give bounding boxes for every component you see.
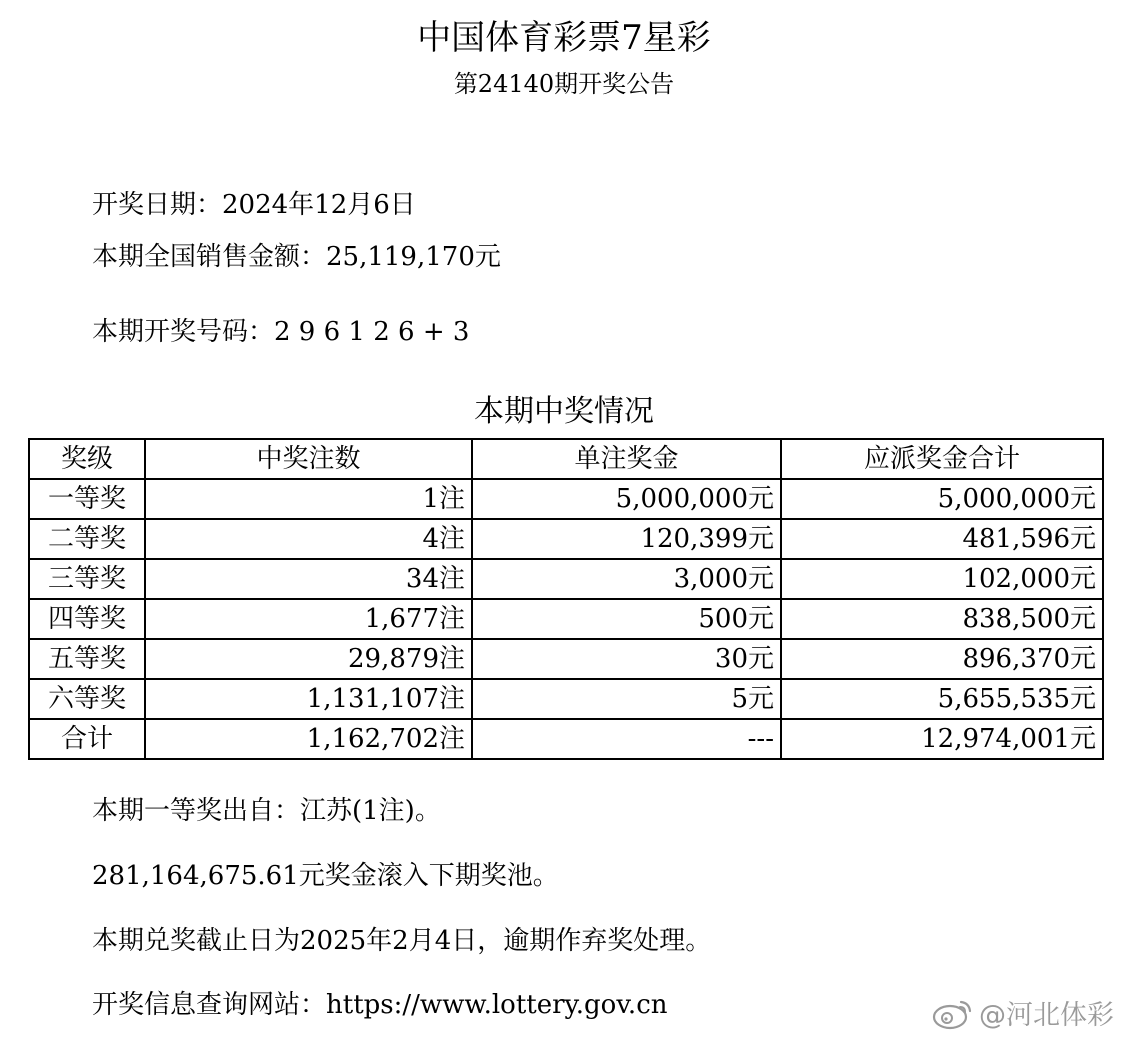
rollover-note: 281,164,675.61元奖金滚入下期奖池。 [92,861,559,891]
cell-count: 1,162,702注 [145,719,472,759]
table-row [29,559,1103,599]
table-row [29,519,1103,559]
prize-table [28,438,1104,760]
header-count: 中奖注数 [145,439,472,479]
table-row [29,479,1103,519]
cell-count: 29,879注 [145,639,472,679]
cell-level: 四等奖 [29,599,145,639]
section-title: 本期中奖情况 [474,394,654,429]
cell-level: 五等奖 [29,639,145,679]
table-row [29,679,1103,719]
cell-level: 一等奖 [29,479,145,519]
cell-prize: 500元 [472,599,781,639]
table-row-total [29,719,1103,759]
header-prize: 单注奖金 [472,439,781,479]
cell-count: 4注 [145,519,472,559]
first-prize-origin: 本期一等奖出自：江苏(1注)。 [92,796,441,826]
cell-total: 102,000元 [781,559,1103,599]
cell-total: 5,000,000元 [781,479,1103,519]
weibo-icon [931,996,975,1030]
header-level: 奖级 [29,439,145,479]
cell-total: 5,655,535元 [781,679,1103,719]
cell-level: 六等奖 [29,679,145,719]
cell-prize: 3,000元 [472,559,781,599]
website-note: 开奖信息查询网站：https://www.lottery.gov.cn [92,990,668,1020]
winning-numbers: 本期开奖号码：2 9 6 1 2 6 + 3 [92,317,470,347]
watermark [931,993,1114,1032]
cell-prize: 5,000,000元 [472,479,781,519]
cell-prize: 5元 [472,679,781,719]
cell-count: 34注 [145,559,472,599]
page-subtitle: 第24140期开奖公告 [453,70,675,98]
cell-prize: --- [472,719,781,759]
cell-level: 合计 [29,719,145,759]
table-row [29,599,1103,639]
table-row [29,639,1103,679]
cell-count: 1,677注 [145,599,472,639]
page-title: 中国体育彩票7星彩 [417,18,711,58]
cell-prize: 120,399元 [472,519,781,559]
cell-count: 1注 [145,479,472,519]
header-total: 应派奖金合计 [781,439,1103,479]
cell-level: 二等奖 [29,519,145,559]
table-header-row [29,439,1103,479]
sales-amount: 本期全国销售金额：25,119,170元 [92,242,501,272]
cell-count: 1,131,107注 [145,679,472,719]
draw-date: 开奖日期：2024年12月6日 [92,190,416,220]
cell-total: 838,500元 [781,599,1103,639]
cell-total: 896,370元 [781,639,1103,679]
deadline-note: 本期兑奖截止日为2025年2月4日，逾期作弃奖处理。 [92,926,712,956]
cell-prize: 30元 [472,639,781,679]
cell-level: 三等奖 [29,559,145,599]
watermark-text: @河北体彩 [979,1000,1114,1031]
cell-total: 12,974,001元 [781,719,1103,759]
cell-total: 481,596元 [781,519,1103,559]
